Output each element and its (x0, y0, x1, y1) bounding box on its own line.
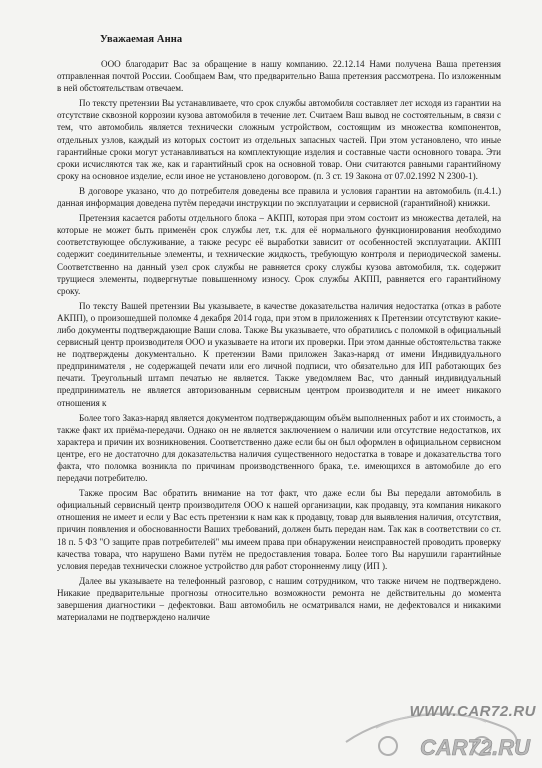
paragraph-8: Далее вы указываете на телефонный разговор, с нашим сотрудником, что также ничем не подтверждено. Никакие предварительные прогнозы относительно возможности ремонта не действительны до момента завершения диагностики – дефектовки. Ваш автомобиль не осматривался нами, не дефектовался и никакими материалами не подтверждено наличие (57, 575, 501, 623)
watermark-top: WWW.CAR72.RU (409, 703, 536, 720)
watermark-bottom: CAR72.RU (419, 735, 530, 760)
paragraph-6: Более того Заказ-наряд является документом подтверждающим объём выполненных работ и их стоимость, а также факт их приёма-передачи. Однако он не является заключением о наличии или отсутствие недостатков, их характера и причин их возникновения. Соответственно даже если бы он был оформлен в официальном сервисном центре, его не достаточно для доказательства наличия существенного недостатка в товаре и доказательства того факта, что поломка возникла по причинам производственного брака, т.е. имеющихся в автомобиле до его передачи потребителю. (57, 412, 501, 484)
paragraph-1: ООО благодарит Вас за обращение в нашу компанию. 22.12.14 Нами получена Ваша претензия отправленная почтой России. Сообщаем Вам, что предварительно Ваша претензия рассмотрена. По изложенным в ней обстоятельствам отвечаем. (57, 59, 501, 94)
paragraph-7: Также просим Вас обратить внимание на тот факт, что даже если бы Вы передали автомобиль в официальный сервисный центр производителя ООО к нашей организации, как продавцу, эта компания никакого отношения не имеет и если у Вас есть претензии к нам как к продавцу, товар для выявления наличия, отсутствия, причин появления и обоснованности Ваших требований, должен быть передан нам. Так как в соответствии со ст. 18 п. 5 ФЗ "О защите прав потребителей" мы имеем права при обнаружении неисправностей проводить проверку качества товара, что нарушено Вами путём не предоставления товара. Более того Вы нарушили гарантийные условия передав технически сложное устройство для работ сторонненму лицу (ИП ). (57, 488, 501, 571)
salutation: Уважаемая Анна (100, 34, 183, 45)
paragraph-3: В договоре указано, что до потребителя доведены все правила и условия гарантии на автомобиль (п.4.1.) данная информация доведена путём передачи инструкции по эксплуатации и сервисной (гарантийной) книжки. (57, 185, 501, 209)
paragraph-4: Претензия касается работы отдельного блока – АКПП, которая при этом состоит из множества деталей, на которые не может быть применён срок службы лет, т.к. для её нормального функционирования необходимо соответствующее обслуживание, а также ресурс её выработки зависит от особенностей эксплуатации. АКПП содержит соединительные элементы, и технические жидкость, требующую контроля и периодической замены. Соответственно на данный узел срок службы не равняется сроку службы кузова автомобиля, т.к. содержит трущиеся элементы, подвергнутые повышенному износу. Срок службы АКПП, равняется его гарантийному сроку. (57, 213, 501, 296)
letter-body (57, 58, 501, 626)
paragraph-2: По тексту претензии Вы устанавливаете, что срок службы автомобиля составляет лет исходя из гарантии на отсутствие сквозной коррозии кузова автомобиля в течение лет. Считаем Ваш вывод не состоятельным, в связи с тем, что автомобиль является технически сложным устройством, состоящим из множества компонентов, отдельных узлов, каждый из которых состоит из отдельных запасных частей. При этом установлено, что иные гарантийные сроки могут устанавливаться на комплектующие изделия и составные части основного товара. Эти сроки исчисляются так же, как и гарантийный срок на основной товар. Они считаются равными гарантийному сроку на основное изделие, если иное не установлено договором. (п. 3 ст. 19 Закона от 07.02.1992 N 2300-1). (57, 98, 501, 181)
paragraph-5: По тексту Вашей претензии Вы указываете, в качестве доказательства наличия недостатка (отказ в работе АКПП), о произошедшей поломке 4 декабря 2014 года, при этом в приложениях к Претензии отсутствуют какие-либо документы подтверждающие Ваши слова. Также Вы указываете, что обратились с поломкой в официальный сервисный центр производителя ООО и указываете на итоги их проверки. При этом данные обстоятельства также не подтверждены документально. К претензии Вами приложен Заказ-наряд от имени Индивидуального предпринимателя , не содержащей печати или его личной подписи, что обязательно для ИП работающих без печати. Треугольный штамп печатью не является. Также уведомляем Вас, что данный индивидуальный предприниматель не является авторизованным сервисным центром производителя и не имеет никакого отношения к (57, 300, 501, 408)
